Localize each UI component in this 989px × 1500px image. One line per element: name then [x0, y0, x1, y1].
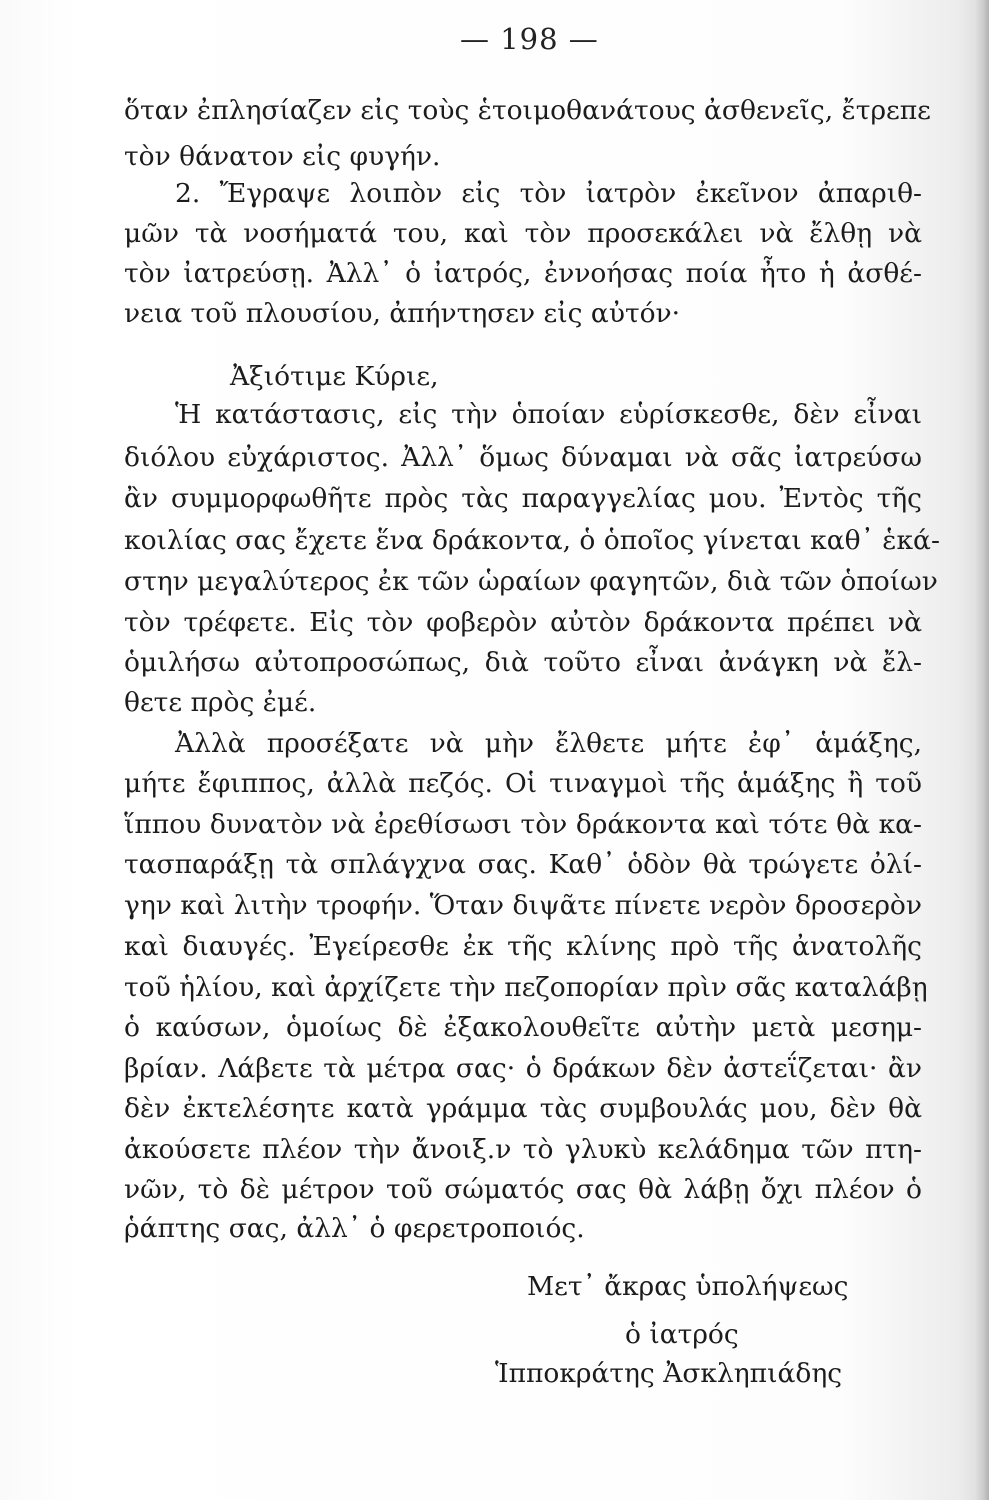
page-number: — 198 — — [460, 22, 599, 56]
text-line: καὶ διαυγές. Ἐγείρεσθε ἐκ τῆς κλίνης πρὸ τῆς ἀνατολῆς — [124, 931, 922, 962]
text-line: ὁμιλήσω αὐτοπροσώπως, διὰ τοῦτο εἶναι ἀνάγκη νὰ ἔλ- — [124, 647, 922, 678]
text-line: Ἀλλὰ προσέξατε νὰ μὴν ἔλθετε μήτε ἐφ᾽ ἁμάξης, — [175, 728, 922, 759]
text-line: νῶν, τὸ δὲ μέτρον τοῦ σώματός σας θὰ λάβῃ ὄχι πλέον ὁ — [124, 1174, 922, 1205]
text-line: δὲν ἐκτελέσητε κατὰ γράμμα τὰς συμβουλάς μου, δὲν θὰ — [124, 1093, 922, 1124]
text-line: μῶν τὰ νοσήματά του, καὶ τὸν προσεκάλει νὰ ἔλθῃ νὰ — [124, 218, 922, 249]
text-line: στην μεγαλύτερος ἐκ τῶν ὡραίων φαγητῶν, διὰ τῶν ὁποίων — [124, 566, 938, 597]
text-line: τὸν τρέφετε. Εἰς τὸν φοβερὸν αὐτὸν δράκοντα πρέπει νὰ — [124, 607, 922, 638]
text-line: ἀκούσετε πλέον τὴν ἄνοιξ.ν τὸ γλυκὺ κελάδημα τῶν πτη- — [124, 1134, 922, 1165]
text-line: ὁ καύσων, ὁμοίως δὲ ἐξακολουθεῖτε αὐτὴν μετὰ μεσημ- — [124, 1012, 922, 1043]
text-line: ῥάπτης σας, ἀλλ᾽ ὁ φερετροποιός. — [124, 1213, 585, 1244]
text-line: διόλου εὐχάριστος. Ἀλλ᾽ ὅμως δύναμαι νὰ σᾶς ἰατρεύσω — [124, 442, 922, 473]
text-line: ἂν συμμορφωθῆτε πρὸς τὰς παραγγελίας μου. Ἐντὸς τῆς — [124, 483, 922, 514]
text-line: τὸν θάνατον εἰς φυγήν. — [124, 141, 441, 172]
text-line: νεια τοῦ πλουσίου, ἀπήντησεν εἰς αὐτόν· — [124, 298, 681, 329]
closing-line: ὁ ἰατρός — [625, 1319, 739, 1350]
text-line: τοῦ ἡλίου, καὶ ἀρχίζετε τὴν πεζοπορίαν πρὶν σᾶς καταλάβῃ — [124, 972, 928, 1003]
text-line: θετε πρὸς ἐμέ. — [124, 687, 317, 718]
text-line: 2. Ἔγραψε λοιπὸν εἰς τὸν ἰατρὸν ἐκεῖνον ἀπαριθ- — [175, 178, 922, 209]
text-line: βρίαν. Λάβετε τὰ μέτρα σας· ὁ δράκων δὲν ἀστεΐζεται· ἂν — [124, 1053, 922, 1084]
text-line: τασπαράξῃ τὰ σπλάγχνα σας. Καθ᾽ ὁδὸν θὰ τρώγετε ὀλί- — [124, 849, 922, 880]
signature-name: Ἱπποκράτης Ἀσκληπιάδης — [495, 1358, 843, 1389]
salutation: Ἀξιότιμε Κύριε, — [230, 361, 439, 392]
text-line: ὅταν ἐπλησίαζεν εἰς τοὺς ἑτοιμοθανάτους ἀσθενεῖς, ἔτρεπε — [124, 95, 931, 126]
page-edge-shadow — [975, 0, 989, 1500]
text-line: μήτε ἔφιππος, ἀλλὰ πεζός. Οἱ τιναγμοὶ τῆς ἁμάξης ἢ τοῦ — [124, 768, 922, 799]
text-line: γην καὶ λιτὴν τροφήν. Ὅταν διψᾶτε πίνετε νερὸν δροσερὸν — [124, 890, 922, 921]
text-line: ἵππου δυνατὸν νὰ ἐρεθίσωσι τὸν δράκοντα καὶ τότε θὰ κα- — [124, 809, 922, 840]
text-line: Ἡ κατάστασις, εἰς τὴν ὁποίαν εὑρίσκεσθε, δὲν εἶναι — [175, 399, 922, 430]
text-line: κοιλίας σας ἔχετε ἕνα δράκοντα, ὁ ὁποῖος γίνεται καθ᾽ ἑκά- — [124, 525, 940, 556]
closing-line: Μετ᾽ ἄκρας ὑπολήψεως — [527, 1271, 849, 1302]
text-line: τὸν ἰατρεύσῃ. Ἀλλ᾽ ὁ ἰατρός, ἐννοήσας ποία ἦτο ἡ ἀσθέ- — [124, 258, 922, 289]
